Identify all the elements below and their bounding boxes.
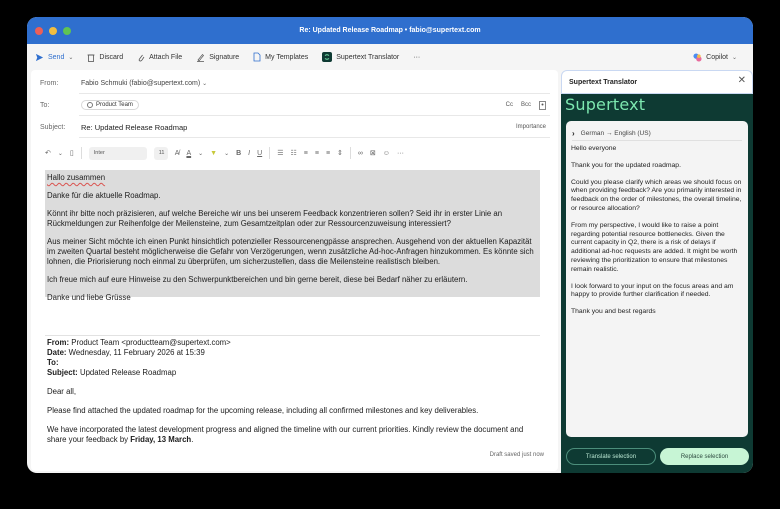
quoted-date-label: Date: [47, 348, 67, 357]
compose-pane [31, 70, 558, 471]
translator-pane [561, 94, 753, 473]
indent-icon[interactable]: ≡ [314, 149, 319, 157]
translate-selection-button[interactable]: Translate selection [566, 448, 656, 465]
translation-paragraph: I look forward to your input on the focus areas and am happy to provide further clarification if needed. [571, 282, 734, 299]
body-paragraph: Ich freue mich auf eure Hinweise zu den Schwerpunktbereichen und bin gerne bereit, diese bei Bedarf näher zu erläutern. [47, 275, 468, 284]
to-row [31, 94, 558, 116]
window-title: Re: Updated Release Roadmap • fabio@supertext.com [299, 27, 481, 34]
quoted-greeting: Dear all, [47, 387, 77, 396]
translation-paragraph: From my perspective, I would like to raise a point regarding potential resource bottlenecks. Given the current capacity in Q2, there is a risk of delays if additional ad-hoc requests are added. It might be worth reviewing the prioritization to ensure that milestones remain realistic. [571, 221, 738, 273]
attach-label: Attach File [149, 53, 183, 61]
quoted-text: . [191, 435, 194, 444]
chevron-down-icon: ⌄ [202, 80, 208, 87]
title-bar [27, 17, 753, 44]
to-label: To: [40, 101, 50, 109]
from-label: From: [40, 79, 59, 87]
close-window-button[interactable] [35, 27, 43, 35]
bullet-list-icon[interactable]: ☰ [277, 150, 284, 157]
to-field[interactable] [81, 100, 139, 110]
emoji-icon[interactable]: ☺ [382, 149, 390, 157]
quoted-from-label: From: [47, 338, 70, 347]
translation-paragraph: Hello everyone [571, 145, 617, 152]
discard-label: Discard [99, 53, 124, 61]
attach-file-button[interactable] [137, 53, 182, 62]
link-icon[interactable]: ∞ [357, 149, 363, 157]
quoted-text: We have incorporated the latest development progress and aligned the timeline with our current priorities. Kindly review the document and share your feedback by [47, 425, 524, 444]
send-icon [35, 53, 44, 62]
translation-paragraph: Thank you for the updated roadmap. [571, 161, 681, 169]
body-paragraph: Danke für die aktuelle Roadmap. [47, 191, 161, 200]
image-icon[interactable]: ⊠ [369, 150, 376, 157]
formatting-toolbar [31, 142, 558, 164]
translation-paragraph: Thank you and best regards [571, 308, 656, 316]
divider [269, 147, 270, 159]
translator-pane-header [561, 70, 753, 94]
clipboard-icon[interactable]: ▯ [69, 150, 74, 157]
copilot-button[interactable] [693, 44, 737, 70]
mail-window [27, 17, 753, 473]
minimize-window-button[interactable] [49, 27, 57, 35]
more-icon: ··· [413, 53, 421, 61]
signature-button[interactable] [196, 53, 239, 62]
subject-row [31, 116, 558, 138]
send-label: Send [48, 53, 65, 61]
quoted-subject-label: Subject: [47, 368, 78, 377]
cc-button[interactable]: Cc [505, 102, 513, 108]
align-icon[interactable]: ≡ [325, 149, 331, 157]
recipient-name: Product Team [96, 102, 133, 108]
close-icon[interactable]: ✕ [737, 75, 746, 86]
reply-body[interactable] [47, 173, 537, 311]
language-pair: German → English (US) [580, 130, 651, 137]
from-selector[interactable] [81, 80, 207, 87]
deadline-text: Friday, 13 March [130, 435, 192, 444]
quoted-date-value: Wednesday, 11 February 2026 at 15:39 [68, 348, 205, 357]
divider [81, 147, 82, 159]
signature-pen-icon [196, 53, 205, 62]
translator-pane-title: Supertext Translator [569, 78, 638, 86]
paperclip-icon [137, 53, 145, 62]
template-doc-icon [253, 52, 261, 62]
quoted-from-value: Product Team <productteam@supertext.com> [71, 338, 231, 347]
body-greeting: Hallo zusammen [47, 173, 106, 182]
window-controls [35, 27, 71, 35]
signature-label: Signature [209, 53, 240, 61]
translation-paragraph: Could you please clarify which areas we should focus on when providing feedback? Are you primarily interested in feedback on the order of milestones, the overall timeline, or resource allocation? [571, 178, 742, 212]
numbered-list-icon[interactable]: ☷ [290, 150, 297, 157]
text-effects-icon[interactable]: A̸ [174, 149, 180, 157]
supertext-translator-button[interactable] [322, 52, 399, 62]
bold-icon[interactable]: B [236, 149, 242, 157]
outdent-icon[interactable]: ≡ [303, 149, 308, 157]
templates-label: My Templates [265, 53, 309, 61]
translation-card [566, 121, 748, 437]
font-size-select[interactable]: 11 [154, 147, 168, 160]
group-icon [87, 102, 93, 108]
quoted-message [47, 338, 542, 445]
supertext-logo: Supertext [565, 95, 646, 114]
recipient-chip[interactable] [81, 100, 139, 110]
divider [350, 147, 351, 159]
chevron-down-icon[interactable]: ⌄ [198, 150, 204, 157]
body-closing: Danke und liebe Grüsse [47, 293, 131, 302]
my-templates-button[interactable] [253, 52, 308, 62]
translator-label: Supertext Translator [336, 53, 400, 61]
chevron-down-icon: ⌄ [731, 54, 737, 61]
compose-toolbar [27, 44, 753, 70]
language-selector[interactable] [572, 127, 742, 141]
line-spacing-icon[interactable]: ⇕ [337, 150, 343, 157]
underline-icon[interactable]: U [257, 149, 263, 157]
divider [79, 137, 550, 138]
zoom-window-button[interactable] [63, 27, 71, 35]
quote-divider [45, 335, 540, 336]
font-family-select[interactable]: Inter [89, 147, 147, 160]
quoted-paragraph [47, 425, 542, 445]
supertext-app-icon [322, 52, 332, 62]
quoted-to-label: To: [47, 358, 59, 367]
replace-selection-button[interactable]: Replace selection [660, 448, 749, 465]
importance-selector[interactable] [516, 124, 546, 130]
address-book-icon[interactable] [539, 101, 546, 110]
quoted-subject-value: Updated Release Roadmap [79, 368, 177, 377]
body-paragraph: Könnt ihr bitte noch präzisieren, auf welche Bereiche wir uns bei unserem Feedback konzentrieren sollen? Seid ihr in erster Linie an Rückmeldungen zur Reihenfolge der Meilensteine, zum Gesamtzeitplan oder zur Ressourcenzuweisung interessiert? [47, 209, 503, 228]
highlight-icon[interactable]: ▼ [210, 149, 218, 157]
from-row [31, 72, 558, 94]
font-color-icon[interactable]: A [186, 149, 192, 157]
chevron-right-icon: › [572, 129, 575, 138]
translation-output [571, 145, 743, 325]
copilot-label: Copilot [706, 53, 728, 61]
quoted-paragraph: Please find attached the updated roadmap for the upcoming release, including all confirmed milestones and key deliverables. [47, 406, 479, 415]
undo-icon[interactable]: ↶ [45, 150, 51, 157]
bcc-button[interactable]: Bcc [520, 102, 531, 108]
more-format-icon[interactable]: ··· [396, 149, 404, 157]
body-paragraph: Aus meiner Sicht möchte ich einen Punkt hinsichtlich potenzieller Ressourcenengpässe ansprechen. Ausgehend von der aktuellen Kapazität im zweiten Quartal besteht möglicherweise die Gefahr von Verzögerungen, wenn zusätzliche Ad-hoc-Anfragen hinzukommen. Es könnte sich lohnen, die Priorisierung noch einmal zu überprüfen, um sicherzustellen, dass die Meilensteine realistisch bleiben. [47, 237, 534, 266]
subject-label: Subject: [40, 123, 66, 131]
draft-status: Draft saved just now [489, 452, 544, 458]
importance-label: Importance [515, 124, 546, 130]
trash-icon [87, 53, 95, 62]
more-options-button[interactable] [413, 54, 420, 61]
italic-icon[interactable]: I [248, 149, 251, 157]
chevron-down-icon[interactable]: ⌄ [224, 150, 230, 157]
recipient-actions [506, 101, 546, 110]
chevron-down-icon[interactable]: ⌄ [68, 54, 74, 61]
discard-button[interactable] [87, 53, 123, 62]
from-value: Fabio Schmuki (fabio@supertext.com) [81, 79, 201, 87]
copilot-icon [693, 53, 702, 62]
chevron-down-icon[interactable]: ⌄ [57, 150, 63, 157]
send-button[interactable] [35, 53, 73, 62]
subject-input[interactable]: Re: Updated Release Roadmap [81, 122, 188, 132]
